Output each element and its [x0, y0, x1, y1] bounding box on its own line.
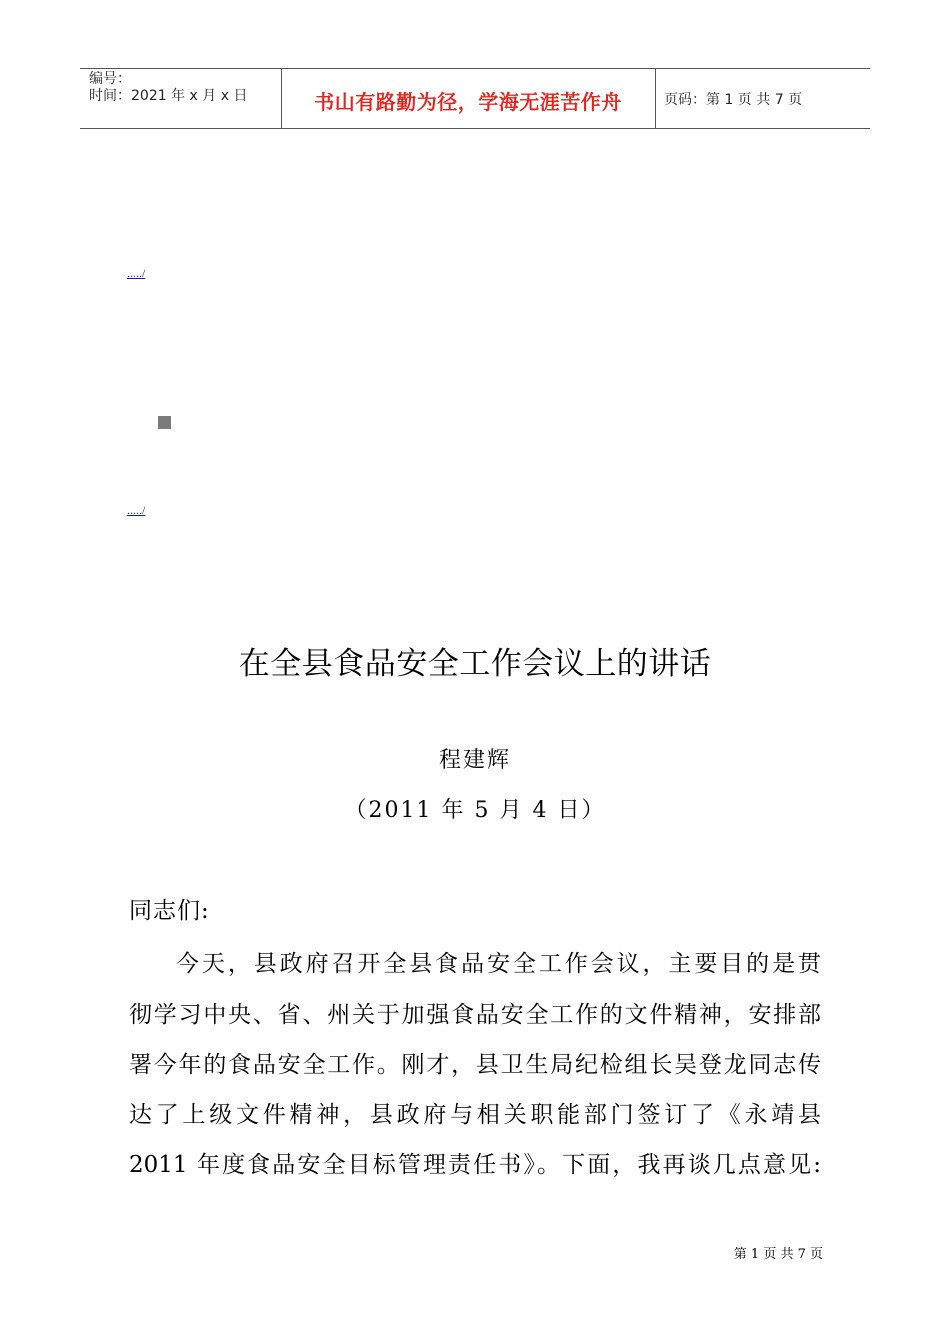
document-author: 程建辉 [438, 748, 511, 773]
broken-image-icon [158, 416, 171, 429]
header-time-label: 时间：2021 年 x 月 x 日 [89, 88, 248, 104]
body-line-3: 署今年的食品安全工作。刚才，县卫生局纪检组长吴登龙同志传 [129, 1052, 821, 1078]
body-line-5: 2011 年度食品安全目标管理责任书》。下面，我再谈几点意见: [129, 1152, 821, 1178]
header-meta [89, 71, 247, 105]
document-title: 在全县食品安全工作会议上的讲话 [238, 646, 712, 682]
document-date: （2011 年 5 月 4 日） [344, 798, 606, 823]
body-line-4: 达了上级文件精神，县政府与相关职能部门签订了《永靖县 [129, 1102, 821, 1128]
body-line-1: 今天，县政府召开全县食品安全工作会议，主要目的是贯 [176, 951, 821, 977]
header-number-label: 编号： [89, 71, 131, 87]
footer-page-info: 第 1 页 共 7 页 [733, 1247, 823, 1262]
header-page-info: 页码：第 1 页 共 7 页 [664, 92, 803, 108]
header-top-rule [80, 68, 870, 69]
header-motto: 书山有路勤为径，学海无涯苦作舟 [314, 90, 622, 114]
salutation: 同志们: [129, 898, 210, 924]
header-bottom-rule [80, 128, 870, 129]
stub-link-bottom[interactable]: ...../ [127, 503, 146, 517]
header-divider-right [655, 68, 656, 128]
body-line-2: 彻学习中央、省、州关于加强食品安全工作的文件精神，安排部 [129, 1002, 821, 1028]
stub-link-top[interactable]: ...../ [127, 266, 146, 280]
